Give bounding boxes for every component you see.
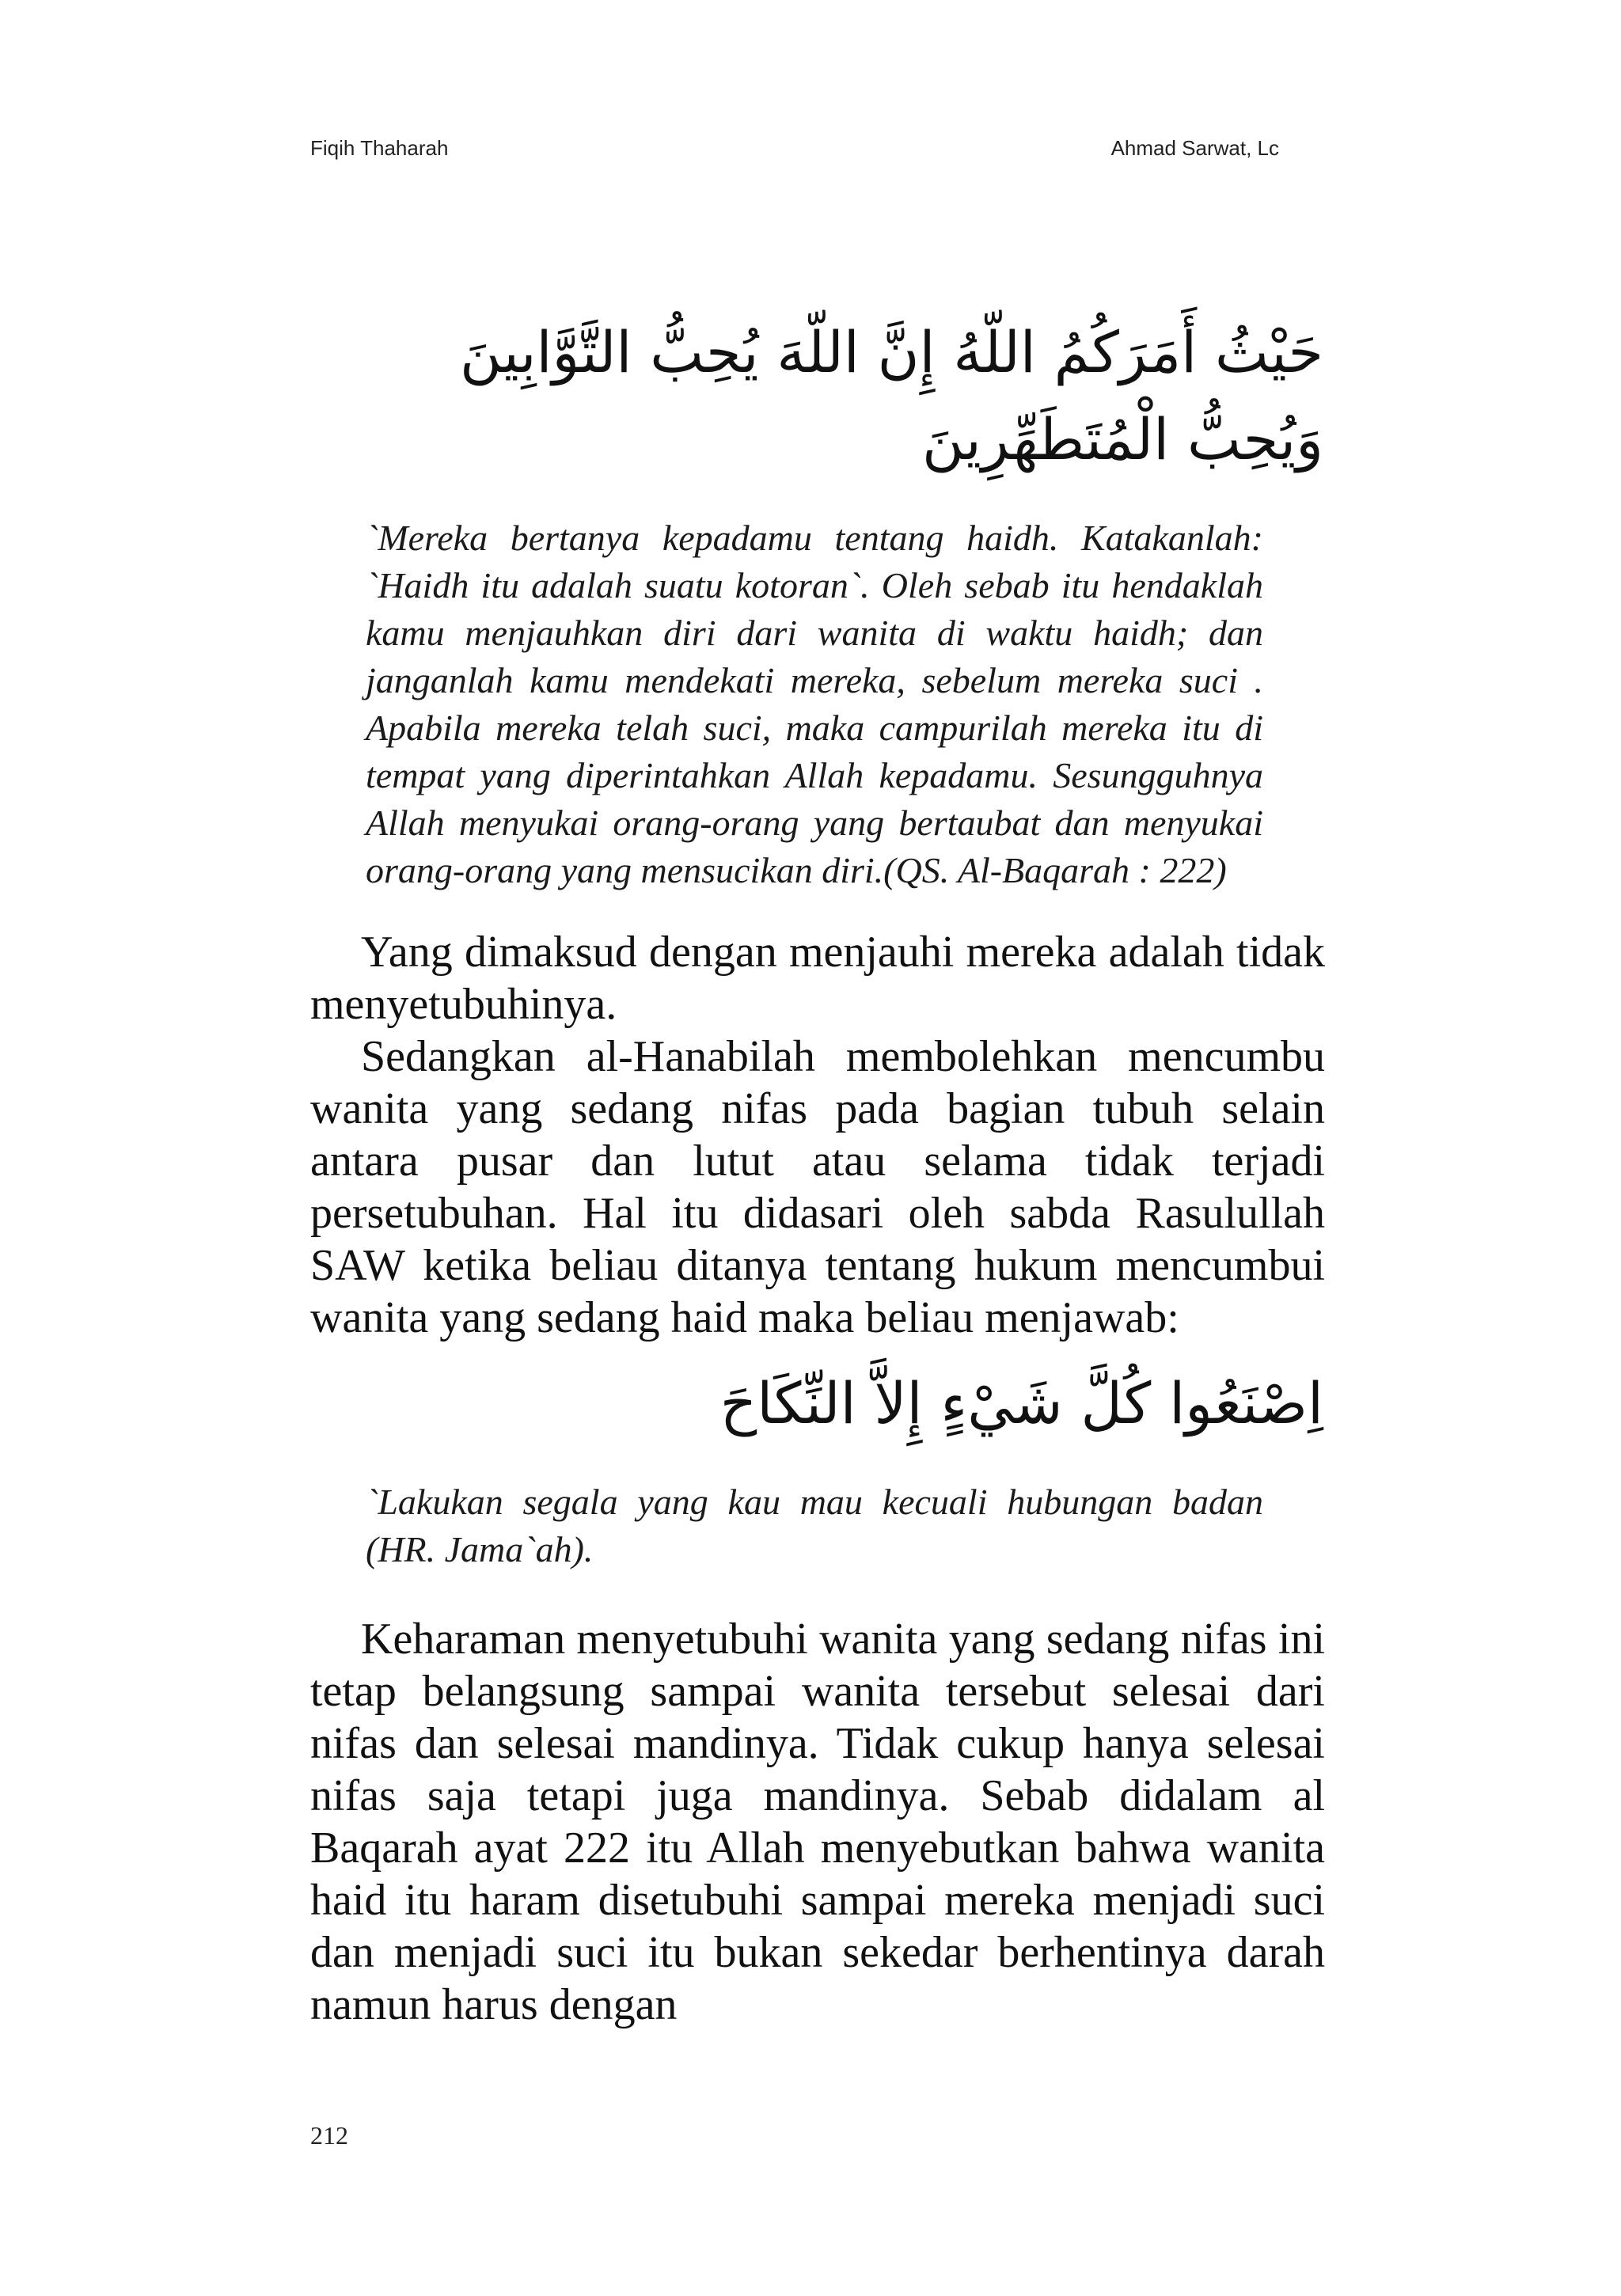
quran-verse-arabic: حَيْثُ أَمَرَكُمُ اللّهُ إِنَّ اللّهَ يُحِبُّ التَّوَّابِينَ وَيُحِبُّ الْمُتَطَهِّرِينَ [459, 319, 1323, 472]
page-header [310, 136, 1279, 168]
paragraph-hanabilah: Sedangkan al-Hanabilah membolehkan mencumbu wanita yang sedang nifas pada bagian tubuh selain antara pusar dan lutut atau selama tidak terjadi persetubuhan. Hal itu didasari oleh sabda Rasulullah SAW ketika beliau ditanya tentang hukum mencumbui wanita yang sedang haid maka beliau menjawab: [310, 1032, 1325, 1342]
page-content [310, 309, 1323, 2031]
author-name: Ahmad Sarwat, Lc [1110, 136, 1279, 160]
book-title: Fiqih Thaharah [310, 136, 449, 160]
paragraph-prohibition: Keharaman menyetubuhi wanita yang sedang nifas ini tetap belangsung sampai wanita tersebut selesai dari nifas dan selesai mandinya. Tidak cukup hanya selesai nifas saja tetapi juga mandinya. Sebab didalam al Baqarah ayat 222 itu Allah menyebutkan bahwa wanita haid itu haram disetubuhi sampai mereka menjadi suci dan menjadi suci itu bukan sekedar berhentinya darah namun harus dengan [310, 1615, 1325, 2029]
hadith-arabic: اِصْنَعُوا كُلَّ شَيْءٍ إِلاَّ النِّكَاحَ [719, 1370, 1323, 1436]
hadith-translation: `Lakukan segala yang kau mau kecuali hubungan badan (HR. Jama`ah). [366, 1482, 1263, 1569]
page-number: 212 [310, 2121, 348, 2150]
quran-verse-translation: `Mereka bertanya kepadamu tentang haidh. Katakanlah: `Haidh itu adalah suatu kotoran`. Oleh sebab itu hendaklah kamu menjauhkan diri dari wanita di waktu haidh; dan janganlah kamu mendekati mereka, sebelum mereka suci . Apabila mereka telah suci, maka campurilah mereka itu di tempat yang diperintahkan Allah kepadamu. Sesungguhnya Allah menyukai orang-orang yang bertaubat dan menyukai orang-orang yang mensucikan diri.(QS. Al-Baqarah : 222) [366, 518, 1263, 890]
paragraph-explanation: Yang dimaksud dengan menjauhi mereka adalah tidak menyetubuhinya. [310, 928, 1325, 1029]
